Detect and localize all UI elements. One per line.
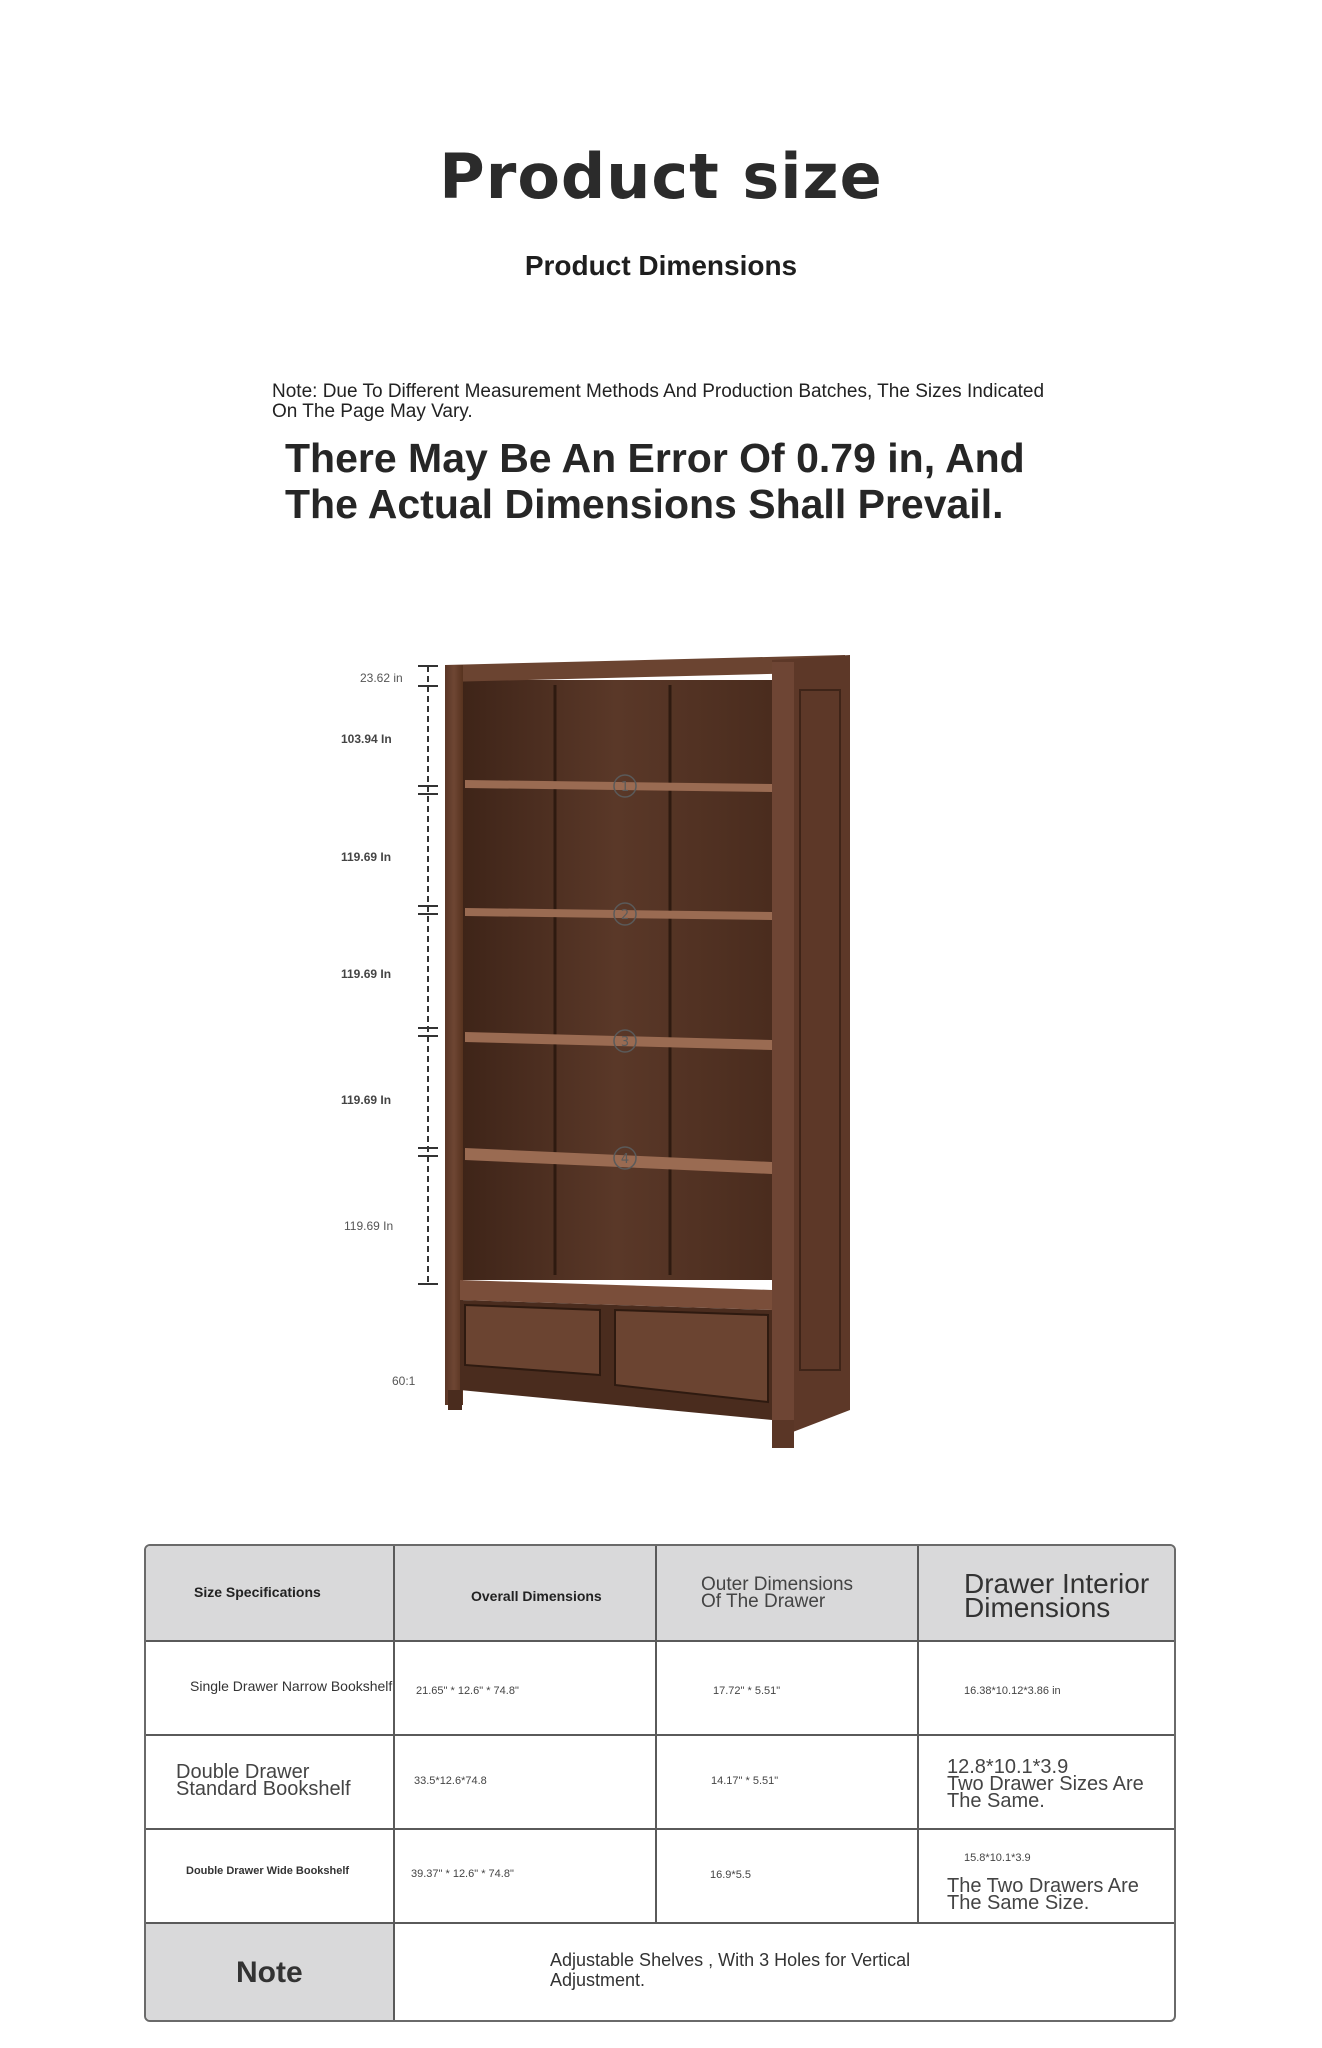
drawer-left — [465, 1305, 600, 1375]
dimension-line — [418, 666, 438, 1286]
dim-label-section-1: 103.94 In — [341, 732, 392, 746]
shelf-marker-label-3: 3 — [620, 1035, 630, 1050]
dim-label-section-3: 119.69 In — [341, 967, 392, 981]
dim-label-section-4: 119.69 In — [341, 1093, 392, 1107]
table-note-row — [146, 1922, 1176, 2020]
row-interior-note: The Two Drawers Are The Same Size. — [947, 1875, 1139, 1914]
dim-label-section-5: 119.69 In — [344, 1219, 394, 1233]
dim-label-section-2: 119.69 In — [341, 850, 392, 864]
header-overall: Overall Dimensions — [471, 1588, 602, 1604]
note-label: Note — [236, 1956, 303, 1989]
measurement-note: Note: Due To Different Measurement Methods And Production Batches, The Sizes Indicated On The Page May Vary. — [272, 381, 1045, 422]
header-size-spec: Size Specifications — [194, 1584, 321, 1600]
table-row — [146, 1828, 1176, 1922]
shelf-marker-label-1: 1 — [620, 780, 630, 795]
page-title: Product size — [439, 140, 883, 213]
note-text: Adjustable Shelves , With 3 Holes for Vertical Adjustment. — [550, 1950, 911, 1990]
page-subtitle: Product Dimensions — [524, 250, 798, 281]
table-header-cell — [146, 1546, 393, 1640]
table-header-cell — [917, 1546, 1176, 1640]
row-interior-note: Two Drawer Sizes Are The Same. — [947, 1773, 1144, 1812]
row-outer: 14.17" * 5.51" — [711, 1775, 779, 1787]
error-tolerance-note: There May Be An Error Of 0.79 in, And The Actual Dimensions Shall Prevail. — [285, 435, 1025, 527]
header-drawer-interior: Drawer Interior Dimensions — [964, 1568, 1150, 1623]
row-interior: 15.8*10.1*3.9 — [964, 1852, 1031, 1864]
dim-label-base: 60:1 — [392, 1374, 416, 1388]
row-overall: 21.65" * 12.6" * 74.8" — [416, 1685, 519, 1697]
drawer-right — [615, 1310, 768, 1402]
row-interior: 12.8*10.1*3.9 — [947, 1756, 1069, 1778]
shelf-marker-label-4: 4 — [620, 1152, 630, 1167]
bookshelf-illustration — [330, 650, 870, 1460]
shelf-marker-label-2: 2 — [620, 908, 630, 923]
table-header-row — [146, 1546, 1176, 1640]
bookshelf-back-panel — [460, 680, 772, 1280]
table-row — [146, 1734, 1176, 1828]
row-interior: 16.38*10.12*3.86 in — [964, 1685, 1061, 1697]
row-outer: 17.72" * 5.51" — [713, 1685, 781, 1697]
header-drawer-outer: Outer Dimensions Of The Drawer — [701, 1574, 854, 1612]
row-outer: 16.9*5.5 — [710, 1869, 751, 1881]
row-name: Single Drawer Narrow Bookshelf — [190, 1678, 393, 1694]
table-header-cell — [393, 1546, 655, 1640]
row-overall: 33.5*12.6*74.8 — [414, 1775, 487, 1787]
table-header-cell — [655, 1546, 917, 1640]
row-overall: 39.37" * 12.6" * 74.8" — [411, 1868, 514, 1880]
table-row — [146, 1640, 1176, 1734]
dim-label-top: 23.62 in — [360, 671, 403, 685]
size-specification-table — [144, 1544, 1176, 2022]
row-name: Double Drawer Wide Bookshelf — [186, 1865, 350, 1877]
row-name: Double Drawer Standard Bookshelf — [176, 1761, 351, 1800]
